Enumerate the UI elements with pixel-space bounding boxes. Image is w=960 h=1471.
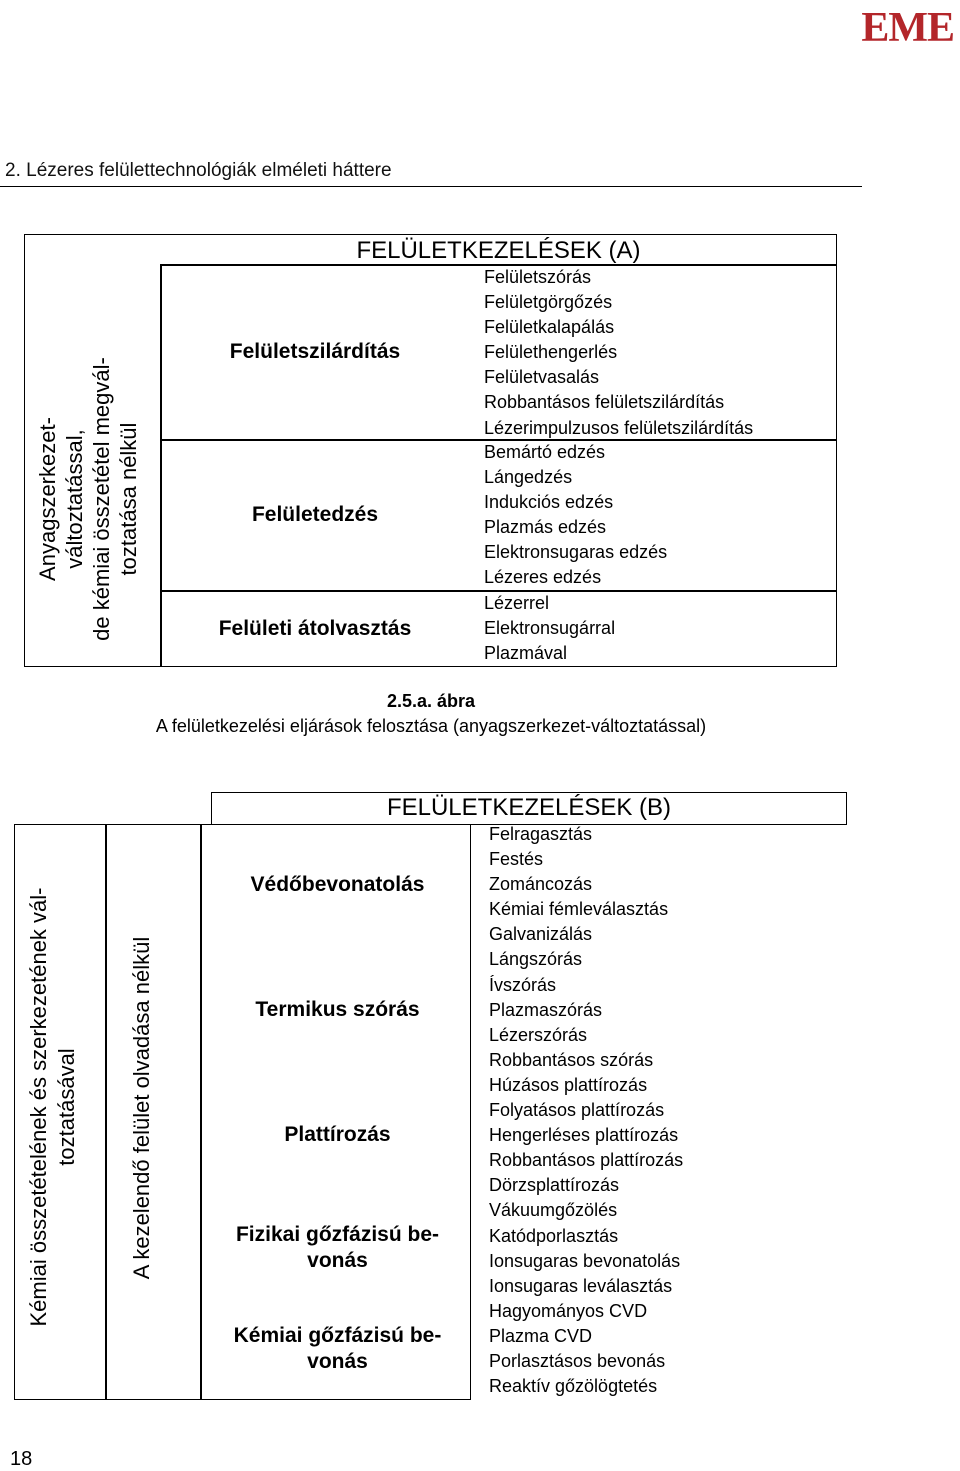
list-item: Elektronsugaras edzés — [484, 542, 668, 563]
figure-b-group-name — [205, 997, 470, 1023]
figure-b-outer-label-line: toztatásával — [54, 1048, 79, 1166]
figure-a-group-name: Felületi átolvasztás — [218, 617, 412, 640]
list-item: Lángszórás — [489, 949, 583, 970]
figure-b-title: FELÜLETKEZELÉSEK (B) — [386, 794, 672, 821]
figure-b-group-name — [205, 872, 470, 898]
list-item: Lézeres edzés — [484, 567, 602, 588]
list-item: Robbantásos felületszilárdítás — [484, 392, 725, 413]
figure-a-side-label-line: toztatása nélkül — [116, 422, 141, 576]
figure-b-divider-outer — [105, 824, 107, 1400]
list-item: Lézerszórás — [489, 1024, 588, 1045]
figure-a-side-label-line: de kémiai összetétel megvál- — [89, 357, 114, 641]
list-item: Hagyományos CVD — [489, 1300, 648, 1321]
list-item: Lézerrel — [484, 593, 550, 613]
page-number: 18 — [10, 1448, 33, 1470]
list-item: Lézerimpulzusos felületszilárdítás — [484, 417, 754, 438]
list-item: Zománcozás — [489, 874, 593, 895]
list-item: Folyatásos plattírozás — [489, 1100, 665, 1121]
list-item: Reaktív gőzölögtetés — [489, 1376, 658, 1397]
figure-b-group-name-line: Védőbevonatolás — [250, 873, 425, 896]
list-item: Plazmaszórás — [489, 999, 603, 1020]
list-item: Ionsugaras bevonatolás — [489, 1250, 681, 1271]
figure-a-side-divider — [160, 264, 162, 667]
figure-b-group-name — [205, 1122, 470, 1148]
list-item: Plazma CVD — [489, 1325, 593, 1346]
list-item: Vákuumgőzölés — [489, 1200, 618, 1221]
list-item: Ionsugaras leválasztás — [489, 1275, 673, 1296]
figure-b-group-name-line: Plattírozás — [284, 1123, 391, 1146]
figure-b-group-name-line: Fizikai gőzfázisú be- — [235, 1223, 440, 1246]
figure-b-outer-label — [25, 822, 85, 1392]
list-item: Indukciós edzés — [484, 492, 614, 513]
figure-a-caption-text: A felületkezelési eljárások felosztása (anyagszerkezet-változtatással) — [155, 716, 707, 736]
list-item: Ívszórás — [489, 974, 557, 995]
logo: EME — [861, 5, 954, 51]
list-item: Bemártó edzés — [484, 442, 606, 462]
figure-b-items — [489, 822, 683, 1399]
list-item: Felülethengerlés — [484, 342, 618, 363]
figure-a-side-label-line: Anyagszerkezet- — [35, 417, 60, 581]
list-item: Plazmás edzés — [484, 517, 607, 538]
list-item: Galvanizálás — [489, 924, 593, 945]
list-item: Felragasztás — [489, 824, 593, 844]
chapter-rule — [0, 186, 862, 187]
figure-a-side-label-line: változtatással, — [62, 429, 87, 569]
figure-a-group-items — [484, 591, 615, 666]
figure-b-group-name-line: Termikus szórás — [255, 998, 420, 1021]
list-item: Robbantásos szórás — [489, 1049, 654, 1070]
list-item: Hengerléses plattírozás — [489, 1125, 679, 1146]
list-item: Felületgörgőzés — [484, 292, 613, 313]
figure-a-caption-number: 2.5.a. ábra — [386, 691, 476, 711]
list-item: Katódporlasztás — [489, 1225, 619, 1246]
figure-b-group-name — [205, 1323, 470, 1375]
figure-a-group-items — [484, 440, 667, 591]
figure-a-title: FELÜLETKEZELÉSEK (A) — [356, 237, 641, 264]
list-item: Dörzsplattírozás — [489, 1175, 620, 1196]
figure-a-group-items — [484, 265, 753, 441]
list-item: Robbantásos plattírozás — [489, 1150, 684, 1171]
figure-b-group-name-line: Kémiai gőzfázisú be- — [233, 1324, 442, 1347]
list-item: Húzásos plattírozás — [489, 1074, 648, 1095]
chapter-title: 2. Lézeres felülettechnológiák elméleti háttere — [5, 160, 392, 181]
list-item: Elektronsugárral — [484, 618, 616, 639]
figure-b-outer-label-line: Kémiai összetételének és szerkezetének vál- — [26, 887, 51, 1327]
list-item: Kémiai fémleválasztás — [489, 899, 669, 920]
figure-b-group-name-line: vonás — [307, 1350, 368, 1373]
list-item: Felületkalapálás — [484, 317, 615, 338]
figure-b-group-name — [205, 1222, 470, 1274]
list-item: Festés — [489, 849, 544, 870]
list-item: Felületvasalás — [484, 367, 600, 388]
list-item: Plazmával — [484, 643, 568, 664]
figure-b-group-name-line: vonás — [307, 1249, 368, 1272]
list-item: Felületszórás — [484, 267, 592, 287]
list-item: Lángedzés — [484, 467, 573, 488]
list-item: Porlasztásos bevonás — [489, 1350, 666, 1371]
figure-a-group-name: Felületszilárdítás — [229, 340, 401, 363]
figure-a-group-name: Felületedzés — [251, 503, 379, 526]
figure-a-side-label — [34, 299, 144, 699]
figure-b-divider-inner — [200, 824, 202, 1400]
figure-b-inner-label: A kezelendő felület olvadása nélkül — [129, 936, 154, 1280]
